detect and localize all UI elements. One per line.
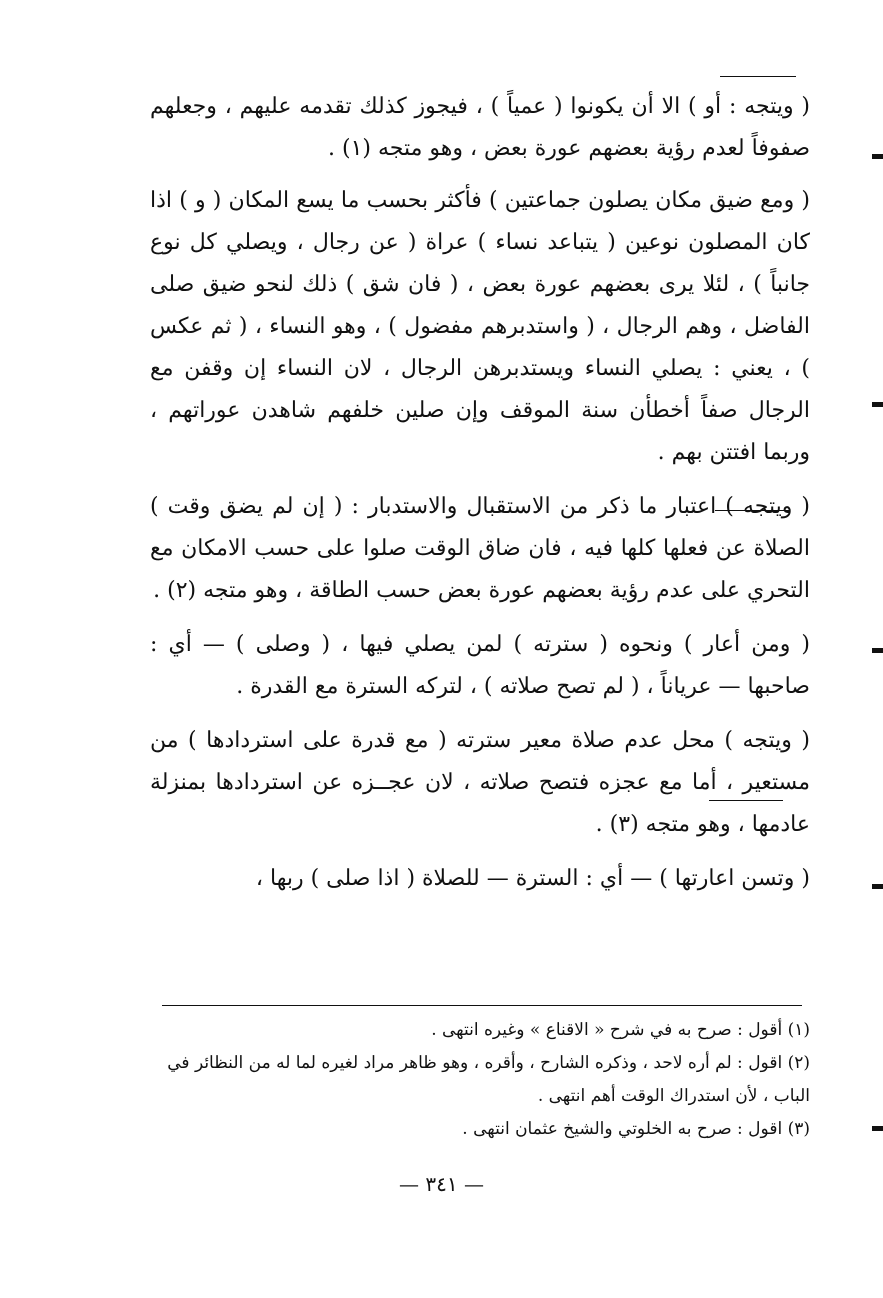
paragraph: ( ومع ضيق مكان يصلون جماعتين ) فأكثر بحسب ما يسع المكان ( و ) اذا كان المصلون نوعين ( يتباعد نساء ) عراة ( عن رجال ، ويصلي كل نوع جانباً ) ، لئلا يرى بعضهم عورة بعض ، ( فان شق ) ذلك لنحو ضيق صلى الفاضل ، وهم الرجال ، ( واستدبرهم مفضول ) ، وهو النساء ، ( ثم عكس ) ، يعني : يصلي النساء ويستدبرهن الرجال ، لان النساء إن وقفن مع الرجال صفاً أخطأن سنة الموقف وإن صلين خلفهم شاهدن عوراتهم ، وربما افتتن بهم .: [150, 188, 810, 465]
scan-edge-mark: [872, 884, 883, 889]
paragraph: ( ومن أعار ) ونحوه ( سترته ) لمن يصلي فيها ، ( وصلى ) — أي : صاحبها — عرياناً ، ( لم تصح صلاته ) ، لتركه السترة مع القدرة .: [150, 632, 810, 699]
scan-edge-mark: [872, 154, 883, 159]
paragraph: ( ويتجه ) اعتبار ما ذكر من الاستقبال والاستدبار : ( إن لم يضق وقت ) الصلاة عن فعلها كلها فيه ، فان ضاق الوقت صلوا على حسب الامكان مع التحري على عدم رؤية بعضهم عورة بعض حسب الطاقة ، وهو متجه (٢) .: [150, 494, 810, 603]
main-text: [150, 86, 810, 912]
keyword-overline: [720, 76, 796, 77]
paragraph: ( ويتجه : أو ) الا أن يكونوا ( عمياً ) ، فيجوز كذلك تقدمه عليهم ، وجعلهم صفوفاً لعدم رؤية بعضهم عورة بعض ، وهو متجه (١) .: [150, 94, 810, 161]
footnote-separator: [162, 1005, 802, 1006]
paragraph: ( ويتجه ) محل عدم صلاة معير سترته ( مع قدرة على استردادها ) من مستعير ، أما مع عجزه فتصح صلاته ، لان عجــزه عن استردادها بمنزلة عادمها ، وهو متجه (٣) .: [150, 728, 810, 837]
footnote: (٣) اقول : صرح به الخلوتي والشيخ عثمان انتهى .: [462, 1119, 810, 1139]
page-number: — ٣٤١ —: [399, 1172, 484, 1196]
footnote: (١) أقول : صرح به في شرح « الاقناع » وغيره انتهى .: [431, 1020, 810, 1040]
footnote: (٢) اقول : لم أره لاحد ، وذكره الشارح ، وأقره ، وهو ظاهر مراد لغيره لما له من النظائر في الباب ، لأن استدراك الوقت أهم انتهى .: [167, 1053, 810, 1106]
footnotes: [150, 1014, 810, 1146]
scan-edge-mark: [872, 1126, 883, 1131]
scan-edge-mark: [872, 402, 883, 407]
scan-edge-mark: [872, 648, 883, 653]
paragraph: ( وتسن اعارتها ) — أي : السترة — للصلاة ( اذا صلى ) ربها ،: [255, 866, 810, 891]
